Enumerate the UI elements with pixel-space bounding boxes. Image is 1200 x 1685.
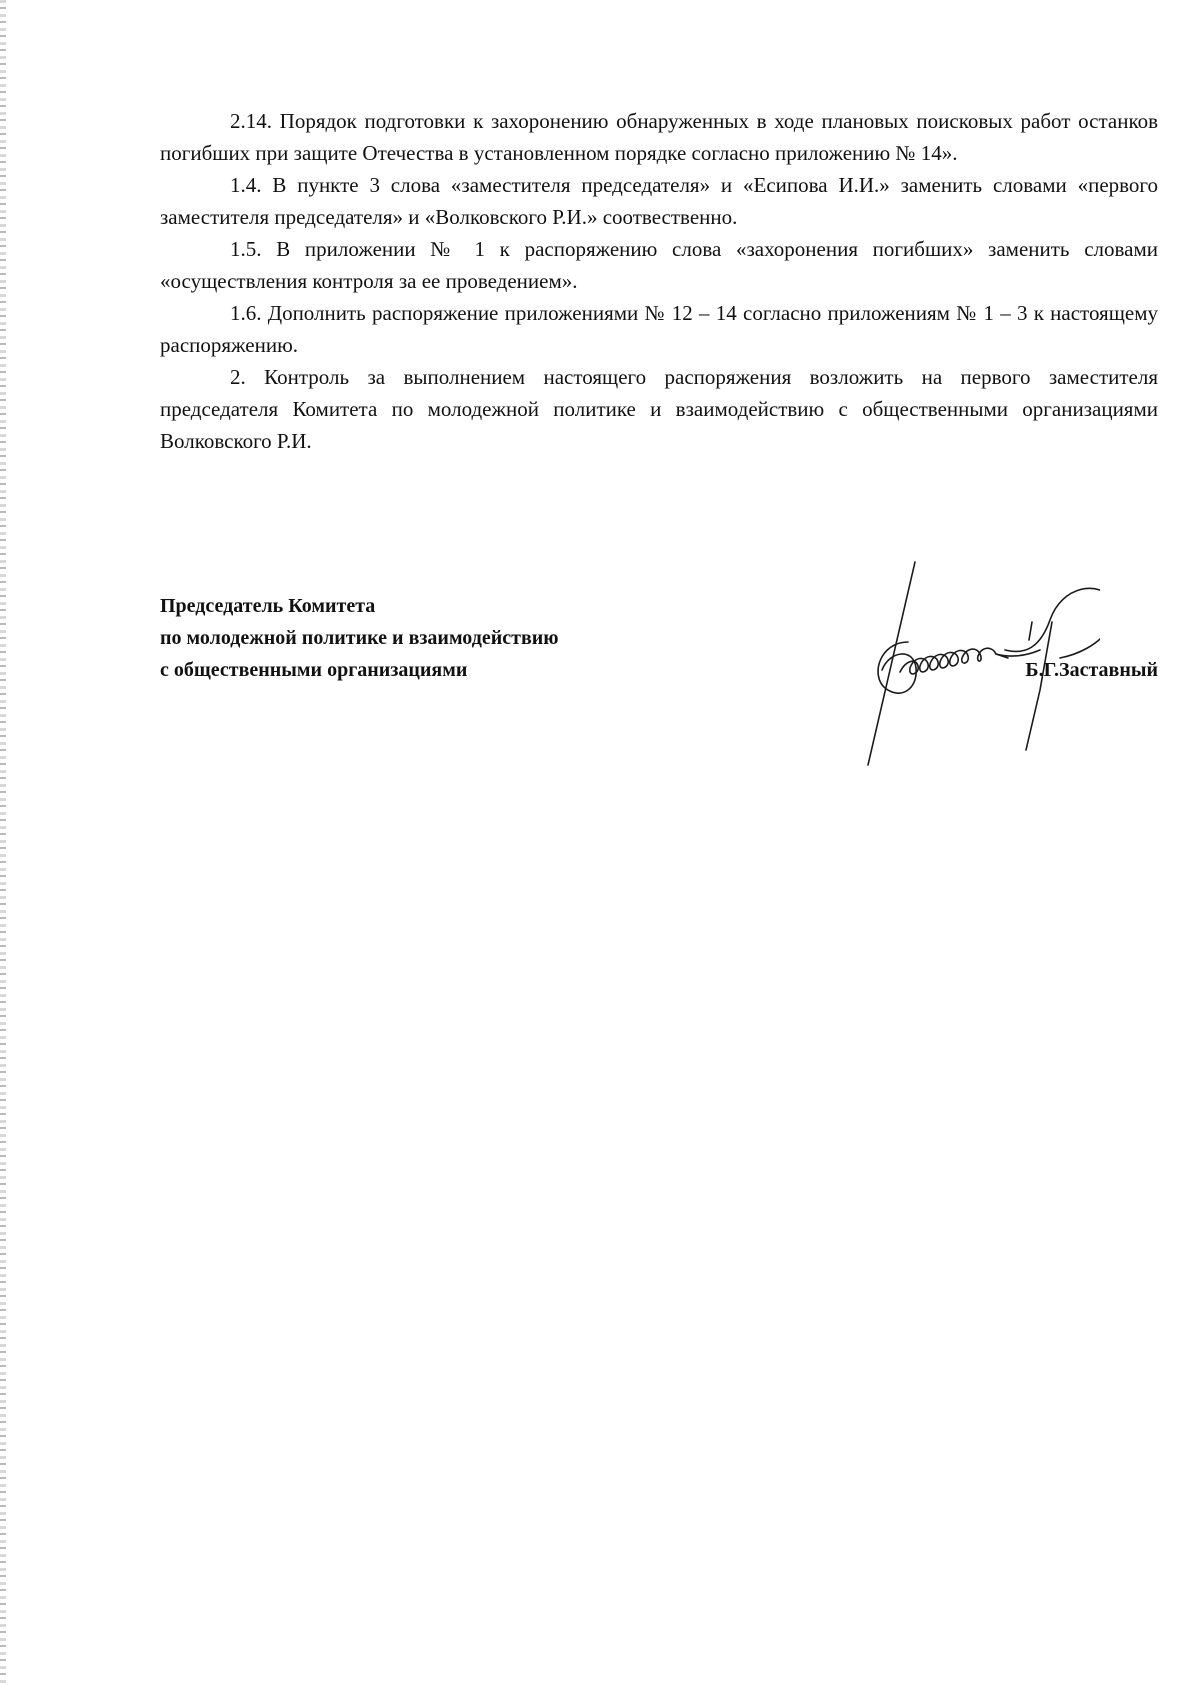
paragraph-1-5: 1.5. В приложении № 1 к распоряжению слова «захоронения погибших» заменить словами «осуществления контроля за ее проведением». xyxy=(160,237,1158,293)
scan-edge-artifact xyxy=(0,0,6,1685)
signature-block xyxy=(160,590,1158,790)
signatory-title-line-1: Председатель Комитета xyxy=(160,595,376,617)
paragraph-2-14: 2.14. Порядок подготовки к захоронению обнаруженных в ходе плановых поисковых работ останков погибших при защите Отечества в установленном порядке согласно приложению № 14». xyxy=(160,109,1158,165)
paragraph-1-6: 1.6. Дополнить распоряжение приложениями № 12 – 14 согласно приложениям № 1 – 3 к настоящему распоряжению. xyxy=(160,301,1158,357)
signer-name: Б.Г.Заставный xyxy=(1025,659,1158,681)
signatory-title-line-2: по молодежной политике и взаимодействию xyxy=(160,627,559,649)
signatory-title-line-3: с общественными организациями xyxy=(160,659,468,681)
paragraph-1-4: 1.4. В пункте 3 слова «заместителя председателя» и «Есипова И.И.» заменить словами «первого заместителя председателя» и «Волковского Р.И.» соотвественно. xyxy=(160,173,1158,229)
document-body xyxy=(160,105,1158,457)
paragraph-2-control: 2. Контроль за выполнением настоящего распоряжения возложить на первого заместителя председателя Комитета по молодежной политике и взаимодействию с общественными организациями Волковского Р.И. xyxy=(160,365,1158,453)
